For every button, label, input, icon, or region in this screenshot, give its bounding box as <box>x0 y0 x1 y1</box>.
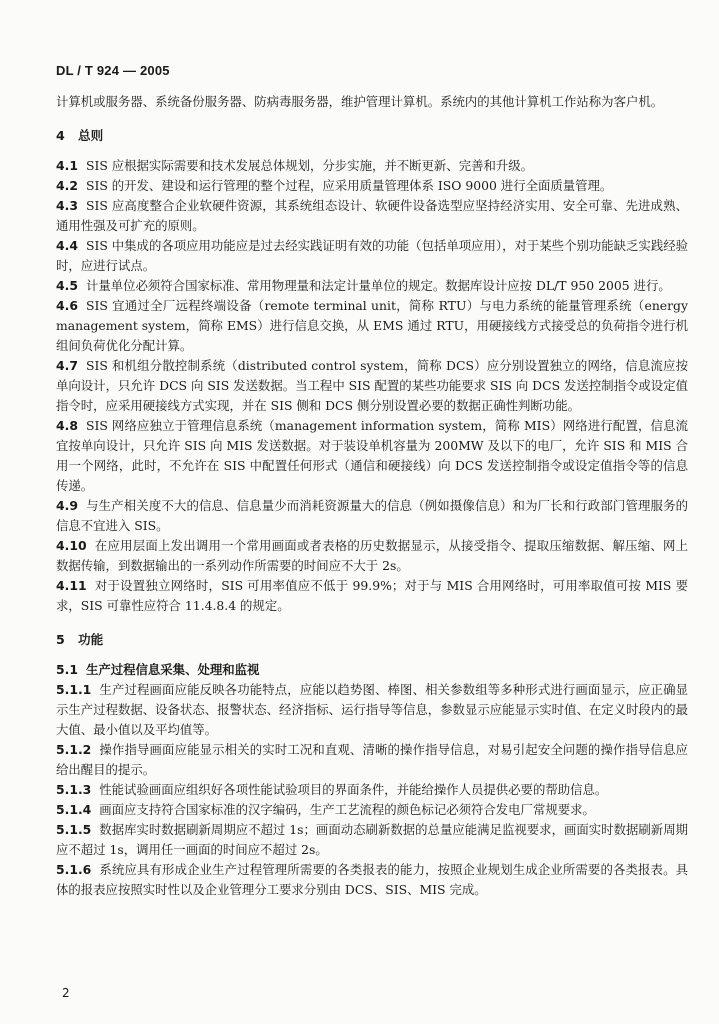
clause-4-2 <box>56 176 688 196</box>
continued-paragraph: 计算机或服务器、系统备份服务器、防病毒服务器，维护管理计算机。系统内的其他计算机工作站称为客户机。 <box>56 94 664 109</box>
clause-4-9 <box>56 496 688 536</box>
clause-4-10 <box>56 536 688 576</box>
clause-number: 5.1.1 <box>56 682 92 697</box>
clause-4-4 <box>56 236 688 276</box>
clause-number: 5.1.4 <box>56 802 92 817</box>
clause-text: 与生产相关度不大的信息、信息量少而消耗资源量大的信息（例如摄像信息）和为厂长和行政部门管理服务的信息不宜进入 SIS。 <box>56 498 688 533</box>
clause-number: 5.1.2 <box>56 742 92 757</box>
clause-number: 4.9 <box>56 498 78 513</box>
clause-text: SIS 的开发、建设和运行管理的整个过程，应采用质量管理体系 ISO 9000 进行全面质量管理。 <box>85 178 613 193</box>
clause-text: SIS 应根据实际需要和技术发展总体规划，分步实施，并不断更新、完善和升级。 <box>85 158 534 173</box>
clause-text: SIS 中集成的各项应用功能应是过去经实践证明有效的功能（包括单项应用），对于某些个别功能缺乏实践经验时，应进行试点。 <box>56 238 688 273</box>
clause-text: 在应用层面上发出调用一个常用画面或者表格的历史数据显示，从接受指令、提取压缩数据、解压缩、网上数据传输，到数据输出的一系列动作所需要的时间应不大于 2s。 <box>56 538 688 573</box>
clause-4-11 <box>56 576 688 616</box>
section-4-heading <box>56 126 688 146</box>
subsection-number: 5.1 <box>56 662 78 677</box>
clause-number: 4.5 <box>56 278 78 293</box>
clause-text: 操作指导画面应能显示相关的实时工况和直观、清晰的操作指导信息，对易引起安全问题的操作指导信息应给出醒目的提示。 <box>56 742 688 777</box>
document-code-header: DL / T 924 — 2005 <box>56 63 170 78</box>
clause-text: SIS 宜通过全厂远程终端设备（remote terminal unit，简称 RTU）与电力系统的能量管理系统（energy management system，简称 EMS）进行信息交换，从 EMS 通过 RTU，用硬接线方式接受总的负荷指令进行机组间负荷优化分配计算。 <box>56 298 688 353</box>
clause-text: 画面应支持符合国家标准的汉字编码，生产工艺流程的颜色标记必须符合发电厂常规要求。 <box>99 802 595 817</box>
section-title: 总则 <box>78 128 104 143</box>
clause-text: SIS 和机组分散控制系统（distributed control system，简称 DCS）应分别设置独立的网络，信息流应按单向设计，只允许 DCS 向 SIS 发送数据。当工程中 SIS 配置的某些功能要求 SIS 向 DCS 发送控制指令或设定值指令时，应采用硬接线方式实现，并在 SIS 侧和 DCS 侧分别设置必要的数据正确性判断功能。 <box>56 358 688 413</box>
clause-text: 对于设置独立网络时，SIS 可用率值应不低于 99.9%；对于与 MIS 合用网络时，可用率取值可按 MIS 要求，SIS 可靠性应符合 11.4.8.4 的规定。 <box>56 578 688 613</box>
clause-5-1-4 <box>56 800 688 820</box>
section-5-heading <box>56 630 688 650</box>
clause-text: 性能试验画面应组织好各项性能试验项目的界面条件，并能给操作人员提供必要的帮助信息。 <box>99 782 608 797</box>
section-number: 4 <box>56 128 65 143</box>
clause-number: 4.4 <box>56 238 78 253</box>
clause-number: 5.1.6 <box>56 862 92 877</box>
clause-5-1-5 <box>56 820 688 860</box>
section-number: 5 <box>56 632 65 647</box>
clause-text: 数据库实时数据刷新周期应不超过 1s；画面动态刷新数据的总量应能满足监视要求，画面实时数据刷新周期应不超过 1s，调用任一画面的时间应不超过 2s。 <box>56 822 688 857</box>
clause-4-1 <box>56 156 688 176</box>
clause-5-1-1 <box>56 680 688 740</box>
subsection-5-1-heading <box>56 660 688 680</box>
clause-number: 4.3 <box>56 198 78 213</box>
clause-number: 4.6 <box>56 298 78 313</box>
clause-text: 系统应具有形成企业生产过程管理所需要的各类报表的能力，按照企业规划生成企业所需要的各类报表。具体的报表应按照实时性以及企业管理分工要求分别由 DCS、SIS、MIS 完成。 <box>56 862 688 897</box>
clause-text: 生产过程画面应能反映各功能特点，应能以趋势图、棒图、相关参数组等多种形式进行画面显示，应正确显示生产过程数据、设备状态、报警状态、经济指标、运行指导等信息，参数显示应能显示实时值、在定义时段内的最大值、最小值以及平均值等。 <box>56 682 688 737</box>
clause-4-5 <box>56 276 688 296</box>
clause-text: SIS 网络应独立于管理信息系统（management information system，简称 MIS）网络进行配置，信息流宜按单向设计，只允许 SIS 向 MIS 发送数据。对于装设单机容量为 200MW 及以下的电厂，允许 SIS 和 MIS 合用一个网络，此时，不允许在 SIS 中配置任何形式（通信和硬接线）向 DCS 发送控制指令或设定值指令等的信息传递。 <box>56 418 688 493</box>
section-title: 功能 <box>78 632 104 647</box>
page-number: 2 <box>62 986 70 1000</box>
clause-4-8 <box>56 416 688 496</box>
clause-number: 4.1 <box>56 158 78 173</box>
clause-5-1-2 <box>56 740 688 780</box>
clause-4-6 <box>56 296 688 356</box>
clause-number: 4.10 <box>56 538 87 553</box>
clause-number: 4.8 <box>56 418 78 433</box>
clause-5-1-6 <box>56 860 688 900</box>
clause-text: SIS 应高度整合企业软硬件资源，其系统组态设计、软硬件设备选型应坚持经济实用、安全可靠、先进成熟、通用性强及可扩充的原则。 <box>56 198 688 233</box>
clause-5-1-3 <box>56 780 688 800</box>
clause-number: 5.1.5 <box>56 822 92 837</box>
subsection-title: 生产过程信息采集、处理和监视 <box>85 662 260 677</box>
clause-4-3 <box>56 196 688 236</box>
clause-4-7 <box>56 356 688 416</box>
clause-number: 5.1.3 <box>56 782 92 797</box>
clause-text: 计量单位必须符合国家标准、常用物理量和法定计量单位的规定。数据库设计应按 DL/T 950 2005 进行。 <box>85 278 671 293</box>
clause-number: 4.2 <box>56 178 78 193</box>
page-content <box>56 92 688 900</box>
clause-number: 4.11 <box>56 578 87 593</box>
clause-number: 4.7 <box>56 358 78 373</box>
